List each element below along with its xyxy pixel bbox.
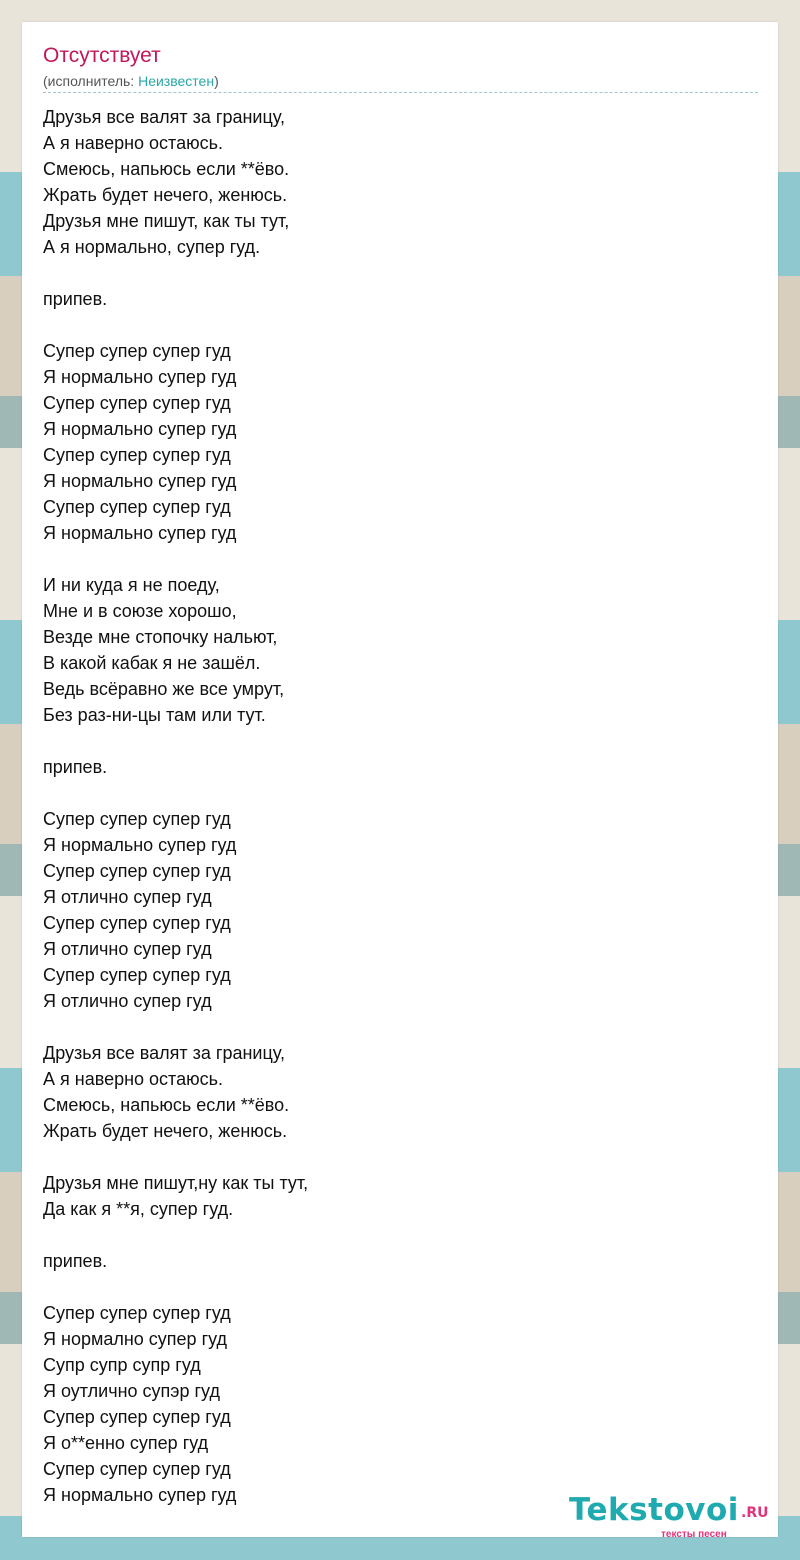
logo-domain: .RU: [741, 1505, 769, 1521]
lyric-line: Супер супер супер гуд: [43, 393, 231, 413]
lyric-line: Я отлично супер гуд: [43, 887, 212, 907]
lyric-line: припев.: [43, 757, 108, 777]
lyrics-text: [43, 104, 743, 1508]
lyric-blank-line: [43, 728, 743, 754]
lyric-line: А я наверно остаюсь.: [43, 1069, 223, 1089]
lyric-line: Друзья мне пишут,ну как ты тут,: [43, 1173, 309, 1193]
lyric-blank-line: [43, 1014, 743, 1040]
lyric-line: Я отлично супер гуд: [43, 939, 212, 959]
logo-tagline: тексты песен: [661, 1529, 727, 1540]
lyrics-card: [22, 22, 778, 1540]
lyric-line: Супер супер супер гуд: [43, 809, 231, 829]
lyric-blank-line: [43, 1144, 743, 1170]
lyric-line: Я нормально супер гуд: [43, 471, 237, 491]
artist-line: [43, 73, 219, 89]
artist-suffix: ): [214, 73, 219, 89]
lyric-line: Я оутлично супэр гуд: [43, 1381, 220, 1401]
lyric-line: Я нормально супер гуд: [43, 367, 237, 387]
lyric-blank-line: [43, 312, 743, 338]
lyric-line: Я нормально супер гуд: [43, 523, 237, 543]
lyric-line: Друзья все валят за границу,: [43, 107, 285, 127]
lyric-line: А я наверно остаюсь.: [43, 133, 223, 153]
lyric-line: Супр супр супр гуд: [43, 1355, 201, 1375]
lyric-line: Супер супер супер гуд: [43, 497, 231, 517]
lyric-line: Супер супер супер гуд: [43, 1407, 231, 1427]
lyric-blank-line: [43, 546, 743, 572]
lyric-blank-line: [43, 780, 743, 806]
lyric-blank-line: [43, 260, 743, 286]
lyric-line: припев.: [43, 289, 108, 309]
lyric-line: Я нормально супер гуд: [43, 419, 237, 439]
lyric-line: Я отлично супер гуд: [43, 991, 212, 1011]
lyric-line: Я о**енно супер гуд: [43, 1433, 209, 1453]
lyric-line: Да как я **я, супер гуд.: [43, 1199, 234, 1219]
lyric-line: Смеюсь, напьюсь если **ёво.: [43, 159, 290, 179]
lyric-line: И ни куда я не поеду,: [43, 575, 220, 595]
lyric-line: Жрать будет нечего, женюсь.: [43, 185, 288, 205]
lyric-line: В какой кабак я не зашёл.: [43, 653, 261, 673]
lyric-line: Мне и в союзе хорошо,: [43, 601, 237, 621]
lyric-blank-line: [43, 1222, 743, 1248]
site-logo[interactable]: [569, 1492, 779, 1540]
lyric-blank-line: [43, 1274, 743, 1300]
artist-link[interactable]: Неизвестен: [138, 73, 215, 89]
lyric-line: припев.: [43, 1251, 108, 1271]
lyric-line: Без раз-ни-цы там или тут.: [43, 705, 266, 725]
lyric-line: Ведь всёравно же все умрут,: [43, 679, 285, 699]
lyric-line: Жрать будет нечего, женюсь.: [43, 1121, 288, 1141]
lyric-line: Супер супер супер гуд: [43, 1459, 231, 1479]
lyric-line: Супер супер супер гуд: [43, 341, 231, 361]
lyric-line: Супер супер супер гуд: [43, 861, 231, 881]
lyric-line: А я нормально, супер гуд.: [43, 237, 261, 257]
lyric-line: Везде мне стопочку нальют,: [43, 627, 278, 647]
title-divider: [43, 92, 758, 93]
lyric-line: Друзья мне пишут, как ты тут,: [43, 211, 290, 231]
artist-prefix: (исполнитель:: [43, 73, 139, 89]
logo-wordmark: Tekstovoi: [569, 1492, 739, 1528]
lyric-line: Я нормально супер гуд: [43, 835, 237, 855]
song-title: Отсутствует: [43, 44, 161, 67]
lyric-line: Я нормально супер гуд: [43, 1485, 237, 1505]
lyric-line: Смеюсь, напьюсь если **ёво.: [43, 1095, 290, 1115]
lyric-line: Я нормално супер гуд: [43, 1329, 228, 1349]
lyric-line: Супер супер супер гуд: [43, 1303, 231, 1323]
lyric-line: Супер супер супер гуд: [43, 913, 231, 933]
lyric-line: Супер супер супер гуд: [43, 445, 231, 465]
lyric-line: Друзья все валят за границу,: [43, 1043, 285, 1063]
lyric-line: Супер супер супер гуд: [43, 965, 231, 985]
